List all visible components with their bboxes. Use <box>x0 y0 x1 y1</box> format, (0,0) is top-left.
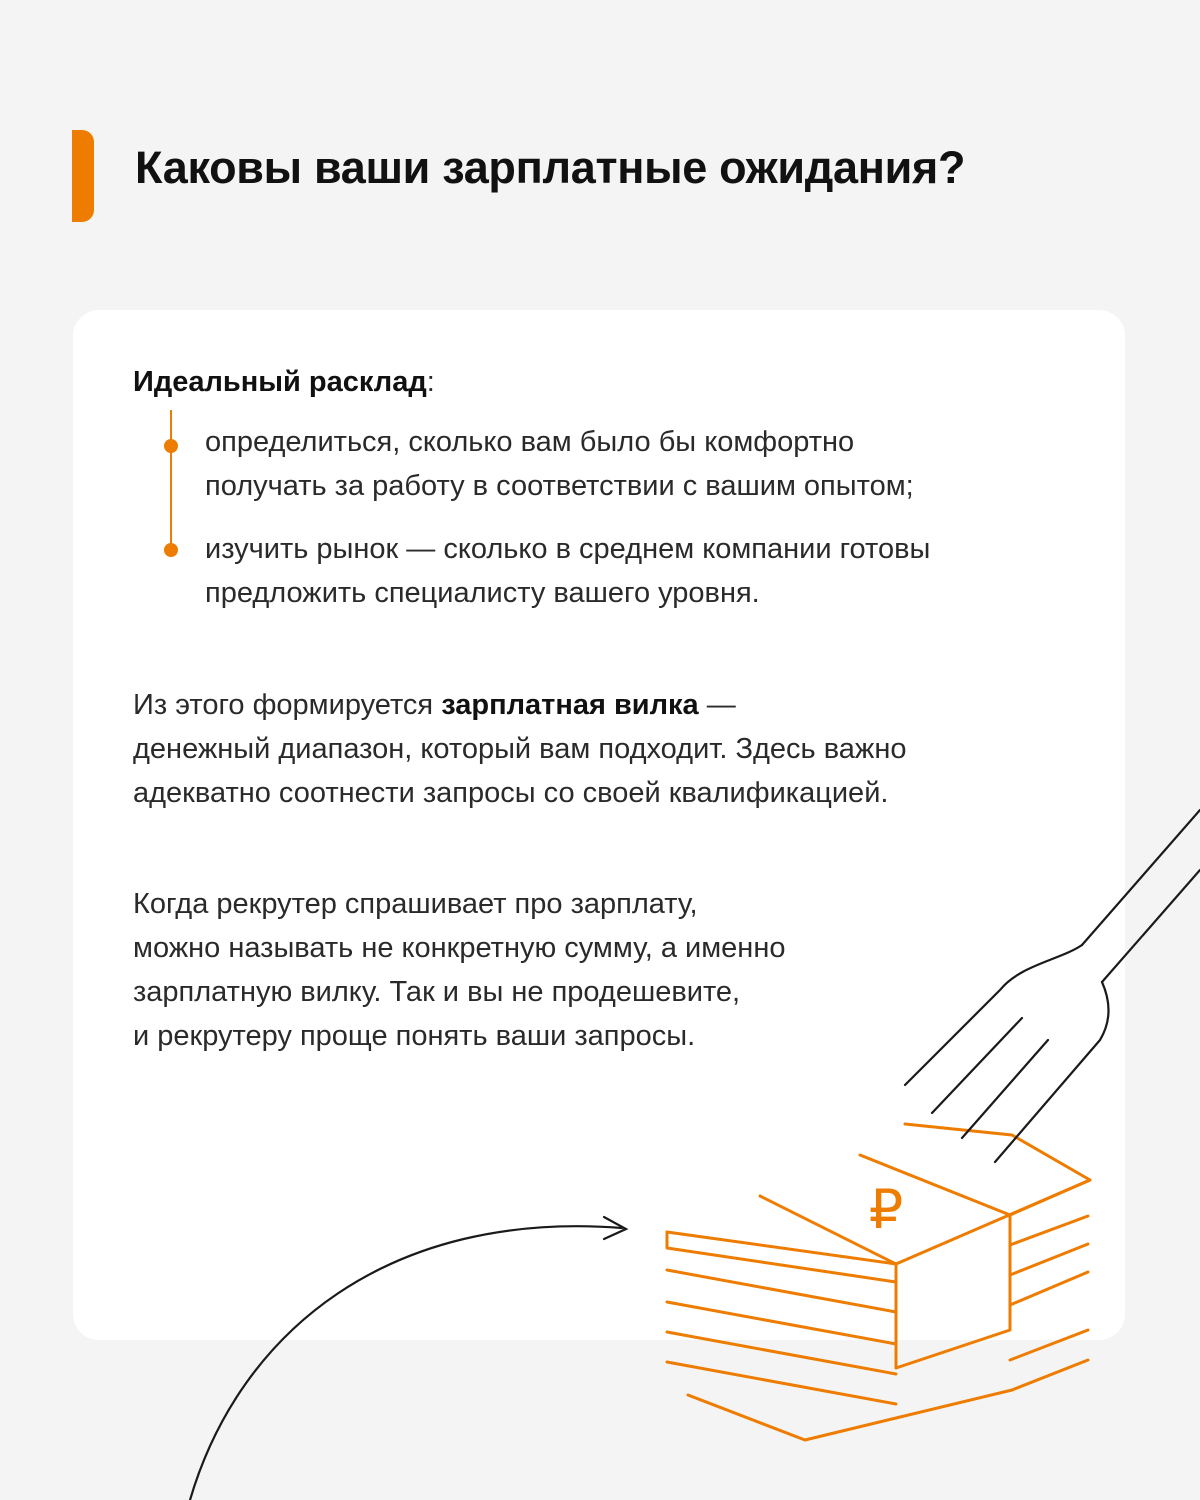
page-title: Каковы ваши зарплатные ожидания? <box>135 142 966 193</box>
fork-term: зарплатная вилка <box>441 689 699 721</box>
fork-paragraph-line: адекватно соотнести запросы со своей квалификацией. <box>133 777 889 809</box>
fork-prefix: Из этого формируется <box>133 689 442 721</box>
ideal-colon: : <box>426 366 435 398</box>
list-item-line: получать за работу в соответствии с вашим опытом; <box>205 470 914 502</box>
money-stack-icon <box>667 1124 1090 1440</box>
recruiter-paragraph-line: зарплатную вилку. Так и вы не продешевите, <box>133 976 741 1008</box>
curved-arrow-icon <box>190 1217 626 1500</box>
list-item-line: изучить рынок — сколько в среднем компании готовы <box>205 533 931 565</box>
recruiter-paragraph-line: и рекрутеру проще понять ваши запросы. <box>133 1020 696 1052</box>
fork-suffix: — <box>698 689 736 721</box>
fork-icon <box>905 810 1200 1162</box>
ideal-label: Идеальный расклад <box>133 366 427 398</box>
ruble-symbol: ₽ <box>868 1178 904 1241</box>
recruiter-paragraph-line: Когда рекрутер спрашивает про зарплату, <box>133 888 698 920</box>
recruiter-paragraph-line: можно называть не конкретную сумму, а именно <box>133 932 786 964</box>
fork-paragraph-line: денежный диапазон, который вам подходит. Здесь важно <box>133 733 907 765</box>
list-item-line: предложить специалисту вашего уровня. <box>205 577 760 609</box>
list-item-line: определиться, сколько вам было бы комфортно <box>205 426 855 458</box>
